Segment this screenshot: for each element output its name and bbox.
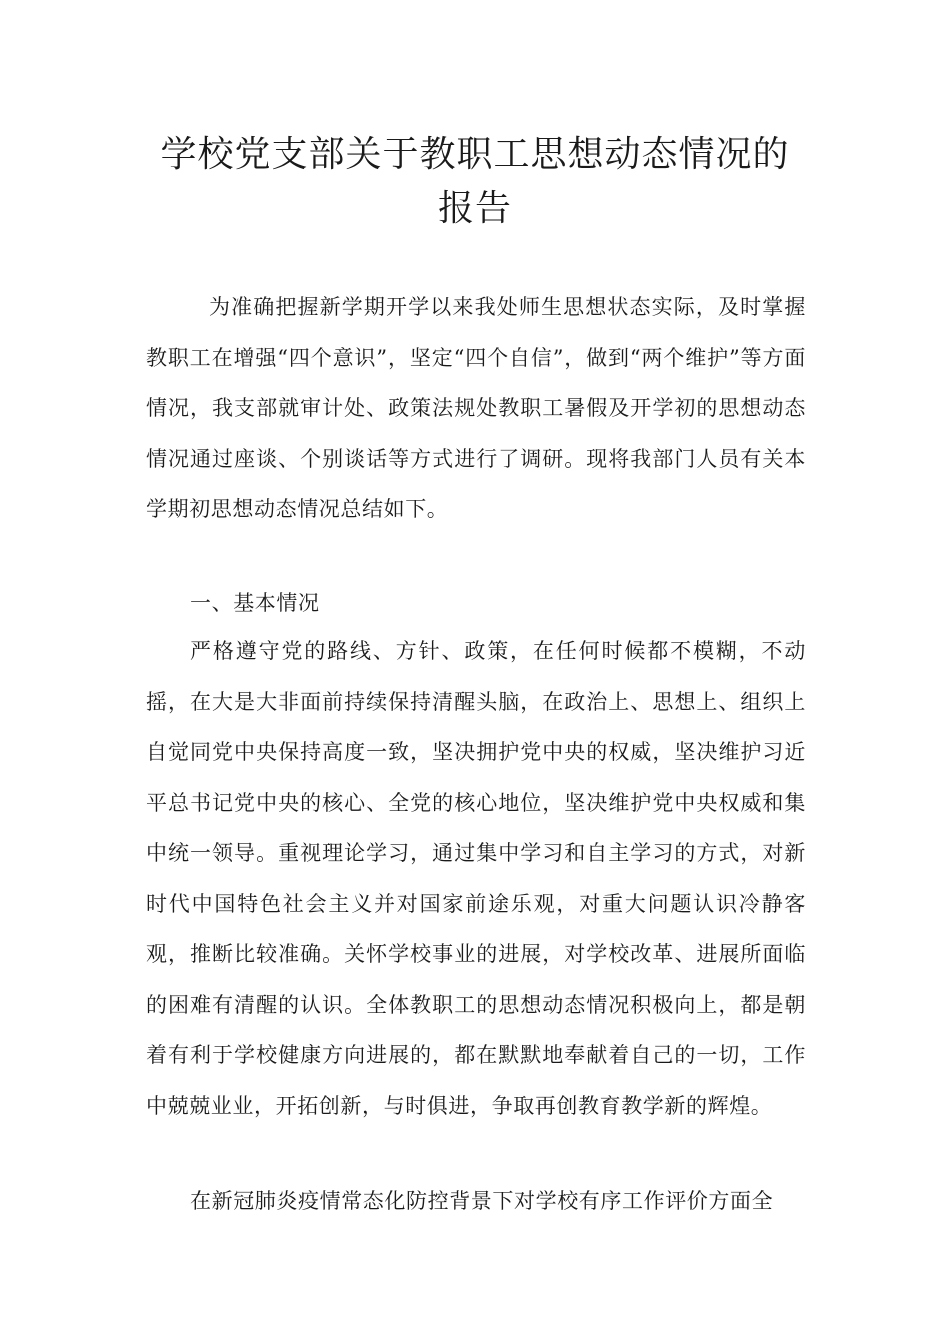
document-title-line-2: 报告 bbox=[437, 188, 512, 229]
body-paragraph-continued: 在新冠肺炎疫情常态化防控背景下对学校有序工作评价方面全 bbox=[190, 1189, 774, 1213]
body-paragraph: 严格遵守党的路线、方针、政策，在任何时候都不模糊，不动摇，在大是大非面前持续保持清醒头脑，在政治上、思想上、组织上自觉同党中央保持高度一致，坚决拥护党中央的权威，坚决维护习近平总书记党中央的核心、全党的核心地位，坚决维护党中央权威和集中统一领导。重视理论学习，通过集中学习和自主学习的方式，对新时代中国特色社会主义并对国家前途乐观，对重大问题认识冷静客观，推断比较准确。关怀学校事业的进展，对学校改革、进展所面临的困难有清醒的认识。全体教职工的思想动态情况积极向上，都是朝着有利于学校健康方向进展的，都在默默地奉献着自己的一切，工作中兢兢业业，开拓创新，与时俱进，争取再创教育教学新的辉煌。 bbox=[146, 639, 806, 1118]
section-heading-basic-situation: 一、基本情况 bbox=[190, 591, 320, 615]
intro-paragraph: 为准确把握新学期开学以来我处师生思想状态实际，及时掌握教职工在增强“四个意识”，坚定“四个自信”，做到“两个维护”等方面情况，我支部就审计处、政策法规处教职工暑假及开学初的思想动态情况通过座谈、个别谈话等方式进行了调研。现将我部门人员有关本学期初思想动态情况总结如下。 bbox=[146, 295, 806, 521]
document-title-line-1: 学校党支部关于教职工思想动态情况的 bbox=[160, 134, 790, 175]
